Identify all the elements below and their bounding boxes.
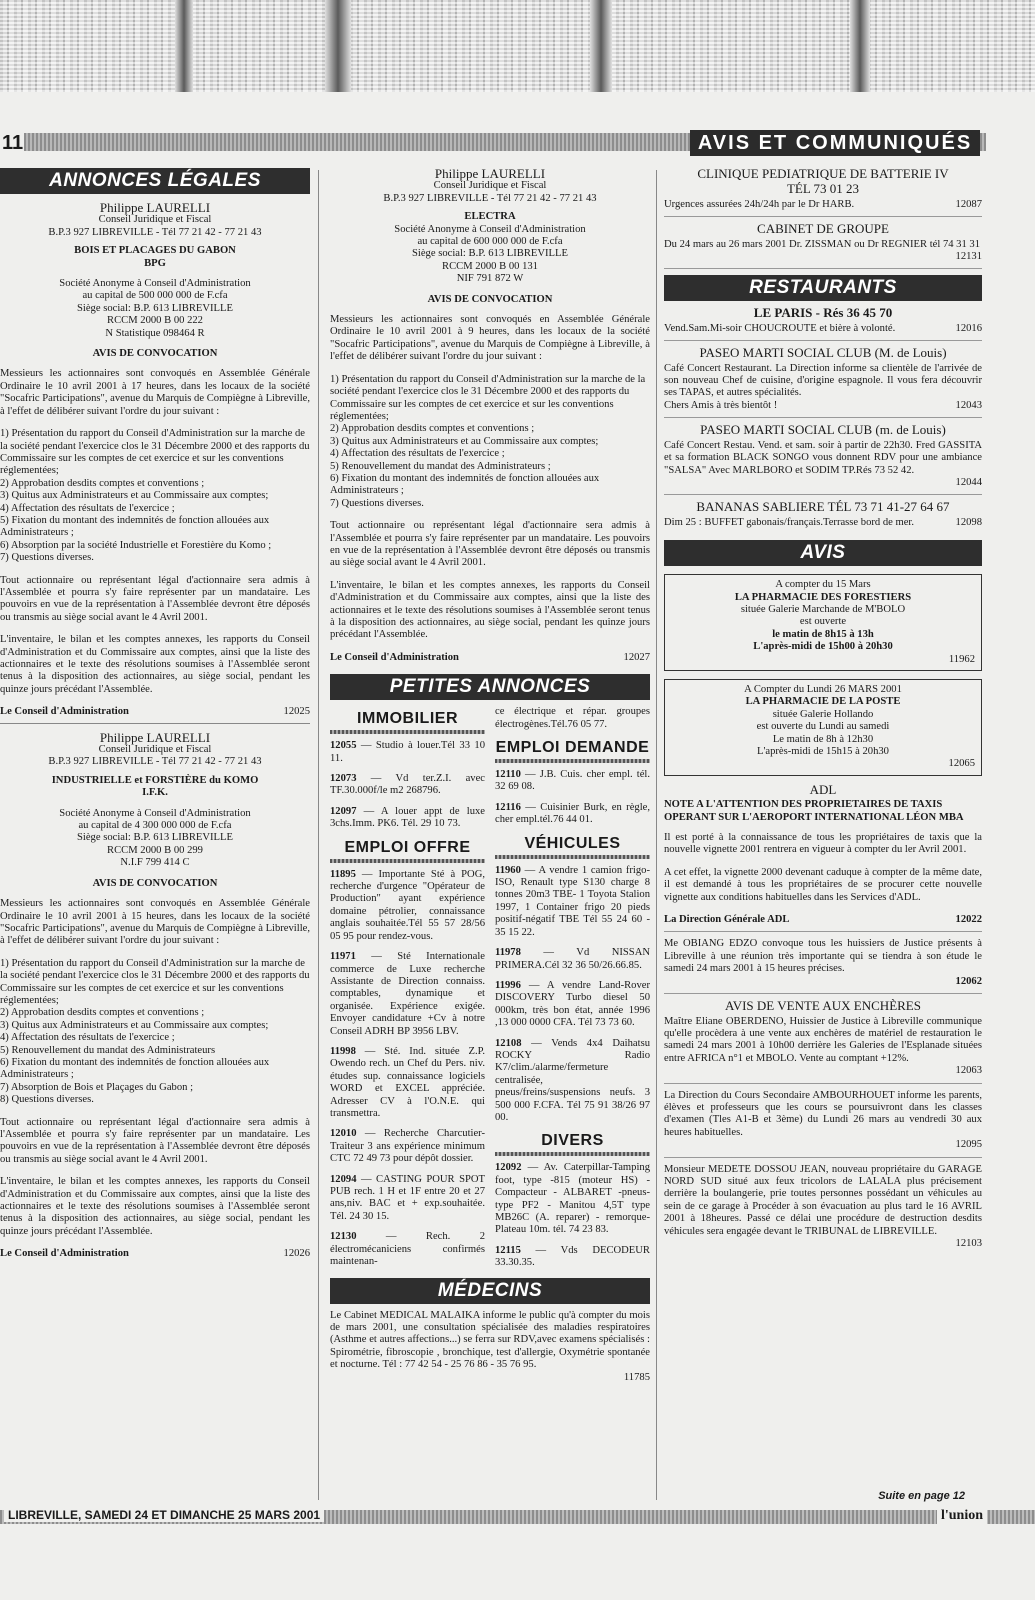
box-line: Le matin de 8h à 12h30 <box>772 733 874 745</box>
ad-text: — Vd ter.Z.I. avec TF.30.000f/le m2 268796. <box>330 773 485 797</box>
encheres-notice <box>664 1000 982 1083</box>
cours-notice <box>664 1090 982 1158</box>
notice-intro: Messieurs les actionnaires sont convoqués en Assemblée Générale Ordinaire le 10 avril 2001 à 17 heures, dans les locaux de la société "Socafric Participations", avenue du Marquis de Compiègne à Libreville, à l'effet de délibérer suivant l'ordre du jour suivant : <box>0 368 310 417</box>
ad-text: — Av. Caterpillar-Tamping foot, type -815 (moteur HS) - Compacteur - ALBARET -pneus-type PF2 - Manitou 4,5T type MB26C (A. reparer) - remorque-Plateau 10m. tél. 74 23 83. <box>495 1162 650 1236</box>
adl-heading: NOTE A L'ATTENTION DES PROPRIETAIRES DE TAXIS OPERANT SUR L'AEROPORT INTERNATIONAL LÉON MBA <box>664 799 964 823</box>
agenda-item: 7) Absorption de Bois et Plaçages du Gabon ; <box>0 1081 194 1093</box>
ad-number: 11895 <box>330 868 356 880</box>
entry-title: CABINET DE GROUPE <box>757 221 889 237</box>
category-emploi-offre: EMPLOI OFFRE <box>344 838 471 856</box>
obiang-notice <box>664 938 982 994</box>
notice-line: Société Anonyme à Conseil d'Administration <box>59 278 251 290</box>
page-number: 11 <box>2 132 24 154</box>
category-immobilier: IMMOBILIER <box>357 710 458 728</box>
notice-line: Conseil Juridique et Fiscal <box>98 214 212 226</box>
cabinet-entry <box>664 223 982 269</box>
ad-continuation: ce électrique et répar. groupes électrogènes.Tél.76 05 77. <box>495 706 650 730</box>
classified-ad <box>330 1231 485 1268</box>
entry-text: Dim 25 : BUFFET gabonais/français.Terrasse bord de mer. <box>664 516 915 528</box>
agenda-list <box>330 374 650 510</box>
classified-ad <box>495 802 650 827</box>
entry-title: BANANAS SABLIERE TÉL 73 71 41-27 64 67 <box>696 499 950 515</box>
signature-text: Le Conseil d'Administration <box>0 706 129 718</box>
classified-ad <box>495 947 650 972</box>
legal-notice-electra <box>330 168 650 668</box>
classified-ad <box>495 1038 650 1125</box>
signature-text: Le Conseil d'Administration <box>330 651 459 663</box>
notice-author: Philippe LAURELLI <box>434 166 546 181</box>
entry-id: 12043 <box>955 399 982 411</box>
agenda-item: 3) Quitus aux Administrateurs et au Commissaire aux comptes; <box>0 1019 269 1031</box>
notice-id: 12027 <box>623 651 650 663</box>
category-rule <box>495 1152 650 1156</box>
agenda-item: 6) Fixation du montant des indemnités de fonction allouées aux Administrateurs ; <box>330 472 600 497</box>
clinique-entry <box>664 168 982 217</box>
ad-number: 12010 <box>330 1128 357 1140</box>
column-rule <box>318 170 319 1500</box>
notice-line: au capital de 4 300 000 000 de F.cfa <box>78 820 232 832</box>
column-rule <box>656 170 657 1500</box>
entry-text: Urgences assurées 24h/24h par le Dr HARB. <box>664 198 855 210</box>
agenda-item: 6) Fixation du montant des indemnités de fonction allouées aux Administrateurs ; <box>0 1056 270 1081</box>
ad-number: 12092 <box>495 1162 522 1174</box>
agenda-item: 1) Présentation du rapport du Conseil d'Administration sur la marche de la société pendant l'exercice clos le 31 Décembre 2000 et des rapports du Commissaire sur les comptes de cet exercice et sur les conventions réglementées; <box>330 373 646 422</box>
footer-logo: l'union <box>937 1508 987 1524</box>
agenda-item: 1) Présentation du rapport du Conseil d'Administration sur la marche de la société pendant l'exercice clos le 31 Décembre 2000 et des rapports du Commissaire sur les comptes de cet exercice et sur les conventions réglementées; <box>0 428 310 477</box>
legal-notice-ifk <box>0 729 310 1265</box>
classifieds <box>330 706 650 1277</box>
classified-ad <box>495 1245 650 1270</box>
petites-annonces-header: PETITES ANNONCES <box>330 674 650 700</box>
box-line: située Galerie Marchande de M'BOLO <box>740 603 906 615</box>
company-name: BOIS ET PLACAGES DU GABON <box>74 245 236 257</box>
pharmacie-poste-box <box>664 679 982 776</box>
box-line: est ouverte du Lundi au samedi <box>756 721 890 733</box>
divers-list <box>495 1162 650 1269</box>
notice-title: AVIS DE CONVOCATION <box>427 293 553 305</box>
entry-text: Me OBIANG EDZO convoque tous les huissiers de Justice présents à Libreville à une réunion très importante qui se tiendra à son étude le samedi 24 mars 2001 à 15 heures précises. <box>664 938 982 975</box>
column-annonces-legales <box>0 168 310 1271</box>
restaurant-paseo-marti-1 <box>664 347 982 418</box>
ad-number: 12097 <box>330 805 357 817</box>
ad-text: — Vends 4x4 Daihatsu ROCKY Radio K7/clim./alarme/fermeture centralisée, pneus/freins/suspensions neufs. 3 500 000 F.CFA. Tél 75 91 38/26 97 00. <box>495 1037 650 1123</box>
ad-number: 12073 <box>330 773 357 785</box>
notice-paragraph: Tout actionnaire ou représentant légal d'actionnaire sera admis à l'Assemblée et pourra s'y faire représenter par un mandataire. Les pouvoirs en vue de la représentation à l'Assemblée devront être déposés ou transmis au siège social avant le 4 Avril 2001. <box>330 520 650 569</box>
ad-text: — CASTING POUR SPOT PUB rech. 1 H et 1F entre 20 et 27 ans,niv. BAC et + exp.souhaitée. Tél. 24 30 15. <box>330 1173 485 1222</box>
medecins-text: Le Cabinet MEDICAL MALAIKA informe le public qu'à compter du mois de mars 2001, une consultation spécialisée des maladies respiratoires (Asthme et autres affections...) se ferra sur RDV,avec examens spécialisés : Spirométrie, fibroscopie , bronchique, test d'allergie, Oxymétrie spontanée et nocturne. Tél : 77 42 54 - 25 76 86 - 35 76 95. <box>330 1309 650 1371</box>
notice-line: B.P.3 927 LIBREVILLE - Tél 77 21 42 - 77 21 43 <box>383 192 597 204</box>
box-line: LA PHARMACIE DES FORESTIERS <box>734 591 912 603</box>
notice-paragraph: L'inventaire, le bilan et les comptes annexes, les rapports du Conseil d'Administration et du Commissaire aux comptes, ainsi que la liste des actionnaires et le texte des résolutions soumises à l'Assemblée seront tenus à la disposition des actionnaires, au siège social, pendant les quinze jours précédant l'Assemblée. <box>0 634 310 695</box>
agenda-item: 5) Fixation du montant des indemnités de fonction allouées aux Administrateurs ; <box>0 514 270 539</box>
classified-ad <box>330 1174 485 1224</box>
legal-notice-bpg <box>0 202 310 724</box>
entry-title: ADL <box>809 781 837 797</box>
ad-number: 12108 <box>495 1037 522 1049</box>
company-name: ELECTRA <box>464 211 516 223</box>
ad-text: — Recherche Charcutier-Traiteur 3 ans expérience minimum CTC 72 49 73 pour dépôt dossier. <box>330 1128 485 1165</box>
notice-title: AVIS DE CONVOCATION <box>92 877 218 889</box>
agenda-item: 4) Affectation des résultats de l'exercice ; <box>330 448 505 460</box>
box-line: le matin de 8h15 à 13h <box>772 628 874 640</box>
entry-title: AVIS DE VENTE AUX ENCHÈRES <box>725 998 921 1014</box>
ad-number: 11998 <box>330 1045 356 1057</box>
notice-intro: Messieurs les actionnaires sont convoqués en Assemblée Générale Ordinaire le 10 avril 2001 à 15 heures, dans les locaux de la société "Socafric Participations", avenue du Marquis de Compiègne à Libreville, à l'effet de délibérer suivant l'ordre du jour suivant : <box>0 898 310 947</box>
entry-title: CLINIQUE PEDIATRIQUE DE BATTERIE IV <box>697 166 949 181</box>
notice-signature <box>330 652 650 668</box>
category-rule <box>495 759 650 763</box>
ad-text: — A vendre 1 camion frigo-ISO, Renault type S130 charge 8 tonnes 20m3 TBE- 1 Toyota Stalion 1997, 1 Container frigo 20 pieds positif-négatif TBE Tél 55 24 60 - 35 15 22. <box>495 864 650 938</box>
notice-paragraph: Tout actionnaire ou représentant légal d'actionnaire sera admis à l'Assemblée et pourra s'y faire représenter par un mandataire. Les pouvoirs en vue de la représentation à l'Assemblée devront être déposés ou transmis au siège social avant le 4 Avril 2001. <box>0 574 310 623</box>
signature-text: Le Conseil d'Administration <box>0 1248 129 1260</box>
notice-author: Philippe LAURELLI <box>99 200 211 215</box>
category-vehicules: VÉHICULES <box>524 834 621 852</box>
entry-title: PASEO MARTI SOCIAL CLUB (M. de Louis) <box>699 345 947 361</box>
classified-ad <box>495 980 650 1030</box>
ad-text: — Vd NISSAN PRIMERA.Cél 32 36 50/26.66.85. <box>495 947 650 971</box>
avis-header: AVIS <box>664 540 982 566</box>
classified-ad <box>330 740 485 765</box>
notice-line: au capital de 600 000 000 de F.cfa <box>417 236 563 248</box>
ad-number: 11960 <box>495 864 521 876</box>
classified-ad <box>330 951 485 1038</box>
entry-id: 12131 <box>955 251 982 263</box>
agenda-item: 4) Affectation des résultats de l'exercice ; <box>0 1032 175 1044</box>
ad-number: 11996 <box>495 979 521 991</box>
notice-line: Siège social: B.P. 613 LIBREVILLE <box>412 248 568 260</box>
classified-ad <box>495 865 650 939</box>
category-divers: DIVERS <box>541 1132 604 1150</box>
pharmacie-forestiers-box <box>664 574 982 671</box>
notice-line: Société Anonyme à Conseil d'Administration <box>59 807 251 819</box>
footer-dateline: LIBREVILLE, SAMEDI 24 ET DIMANCHE 25 MARS 2001 <box>4 1508 324 1522</box>
entry-text: Monsieur MEDETE DOSSOU JEAN, nouveau propriétaire du GARAGE NORD SUD situé aux feux tricolors de LALALA plus précisement derrière la boulangerie, prie toutes personnes possédant un véhicules au sein de ce garage à Procéder à son évacuation au plus tard le 16 AVRIL 2001 à 18heures. Passé ce délai une procédure de destruction desdits véhicules sera engagée devant le TRIBUNAL de LIBREVILLE. <box>664 1163 982 1237</box>
scan-shadow <box>850 0 870 92</box>
agenda-item: 2) Approbation desdits comptes et conventions ; <box>330 423 535 435</box>
notice-line: Siège social: B.P. 613 LIBREVILLE <box>77 832 233 844</box>
entry-text: Café Concert Restaurant. La Direction informe sa clientèle de l'arrivée de son nouveau Chef de cuisine, d'origine espagnole. Il vous fera découvrir ses TAPAS, et autres spécialités. <box>664 362 982 399</box>
restaurants-header: RESTAURANTS <box>664 275 982 301</box>
adl-paragraph: A cet effet, la vignette 2000 devenant caduque à compter de la même date, il est demandé à tous les propriétaires de se procurer cette nouvelle vignette aux conditions habituelles dans les Services d'ADL. <box>664 866 982 903</box>
ad-text: — Rech. 2 électromécaniciens confirmés maintenan- <box>330 1231 485 1268</box>
box-line: A compter du 15 Mars <box>775 579 871 591</box>
notice-intro: Messieurs les actionnaires sont convoqués en Assemblée Générale Ordinaire le 10 avril 2001 à 9 heures, dans les locaux de la société "Socafric Participations", avenue du Marquis de Compiègne à Libreville, à l'effet de délibérer suivant l'ordre du jour suivant : <box>330 314 650 363</box>
company-abbr: I.F.K. <box>142 787 168 799</box>
entry-id: 12016 <box>955 322 982 334</box>
notice-paragraph: Tout actionnaire ou représentant légal d'actionnaire sera admis à l'Assemblée et pourra s'y faire représenter par un mandataire. Les pouvoirs en vue de la représentation à l'Assemblée devront être déposés ou transmis au siège social avant le 4 Avril 2001. <box>0 1116 310 1165</box>
notice-title: AVIS DE CONVOCATION <box>92 348 218 360</box>
entry-id: 12022 <box>955 914 982 926</box>
classifieds-left <box>330 706 485 1277</box>
agenda-item: 7) Questions diverses. <box>0 552 94 564</box>
entry-text: La Direction du Cours Secondaire AMBOURHOUET informe les parents, élèves et professeurs que les cours se poursuivront dans les classes d'examen (Tles A1-B et 3ème) du Lundi 26 mars au vendredi 30 aux heures habituelles. <box>664 1089 982 1138</box>
agenda-item: 5) Renouvellement du mandat des Administrateurs ; <box>330 460 551 472</box>
notice-line: RCCM 2000 B 00 299 <box>107 844 203 856</box>
notice-signature <box>0 706 310 723</box>
medecins-header: MÉDECINS <box>330 1278 650 1304</box>
company-abbr: BPG <box>144 257 166 269</box>
vehicules-list <box>495 865 650 1125</box>
annonces-legales-header: ANNONCES LÉGALES <box>0 168 310 194</box>
notice-line: Société Anonyme à Conseil d'Administration <box>394 223 586 235</box>
agenda-item: 2) Approbation desdits comptes et conventions ; <box>0 477 205 489</box>
scan-shadow <box>175 0 193 92</box>
agenda-list <box>0 958 310 1107</box>
notice-author: Philippe LAURELLI <box>99 729 211 745</box>
notice-line: RCCM 2000 B 00 131 <box>442 260 538 272</box>
scan-shadow <box>325 0 351 92</box>
agenda-item: 3) Quitus aux Administrateurs et au Commissaire aux comptes; <box>330 435 599 447</box>
entry-subtitle: TÉL 73 01 23 <box>786 181 860 197</box>
scan-shadow <box>590 0 612 92</box>
adl-notice <box>664 781 982 933</box>
classified-ad <box>495 1162 650 1236</box>
entry-title: LE PARIS - Rés 36 45 70 <box>753 305 893 321</box>
entry-id: 12103 <box>955 1238 982 1249</box>
entry-text: Chers Amis à très bientôt ! <box>664 399 778 411</box>
adl-signature: La Direction Générale ADL <box>664 914 790 926</box>
notice-line: NIF 791 872 W <box>456 273 524 285</box>
notice-line: Siège social: B.P. 613 LIBREVILLE <box>77 302 233 314</box>
entry-id: 12095 <box>955 1139 982 1151</box>
entry-title: PASEO MARTI SOCIAL CLUB (m. de Louis) <box>700 422 946 438</box>
ad-number: 11971 <box>330 951 356 963</box>
entry-id: 12062 <box>955 975 982 987</box>
box-id: 11962 <box>948 653 975 665</box>
agenda-item: 5) Renouvellement du mandat des Administrateurs <box>0 1044 216 1056</box>
ad-number: 12115 <box>495 1244 521 1256</box>
category-rule <box>495 855 650 859</box>
ad-number: 12116 <box>495 801 521 813</box>
notice-line: au capital de 500 000 000 de F.cfa <box>82 290 228 302</box>
classifieds-right <box>495 706 650 1277</box>
box-line: L'après-midi de 15h00 à 20h30 <box>753 641 893 653</box>
notice-id: 12026 <box>283 1248 310 1260</box>
classified-ad <box>330 869 485 943</box>
ad-text: — A louer appt de luxe 3chs.Imm. PK6. Tél. 29 10 73. <box>330 805 485 830</box>
entry-id: 12063 <box>955 1065 982 1077</box>
notice-line: N Statistique 098464 R <box>105 327 205 339</box>
entry-text: Café Concert Restau. Vend. et sam. soir à partir de 22h30. Fred GASSITA et sa formation BLACK SONGO vous donnent RDV pour une ambiance "SALSA" Avec MARLBORO et SODIM TP.Rés 73 52 42. <box>664 439 982 476</box>
entry-text: Maître Eliane OBERDENO, Huissier de Justice à Libreville communique qu'elle procèdera à une vente aux enchères de matériel de restauration le samedi 24 mars 2001 à 10h00 derrière les Galeries de l'Esplanade situées entre AFRICA n°1 et MBOLO. Vente au comptant +12%. <box>664 1015 982 1064</box>
restaurant-le-paris <box>664 307 982 341</box>
ad-text: — A vendre Land-Rover DISCOVERY Turbo diesel 50 000km, très bon état, année 1996 ,13 000 0000 CFA. Tél 73 73 60. <box>495 979 650 1029</box>
entry-id: 12044 <box>955 476 982 488</box>
notice-signature <box>0 1248 310 1264</box>
classified-ad <box>330 773 485 798</box>
column-middle <box>330 168 650 1384</box>
agenda-item: 6) Absorption par la société Industrielle et Forestière du Komo ; <box>0 539 272 551</box>
notice-id: 12025 <box>283 706 310 718</box>
ad-text: — Vds DECODEUR 33.30.35. <box>495 1244 650 1269</box>
box-line: située Galerie Hollando <box>772 708 874 720</box>
agenda-item: 8) Questions diverses. <box>0 1094 94 1106</box>
continued-note: Suite en page 12 <box>878 1490 965 1502</box>
medecins-id: 11785 <box>623 1371 650 1383</box>
ad-number: 12110 <box>495 769 521 781</box>
ad-number: 12094 <box>330 1173 357 1185</box>
scan-noise-band <box>0 0 1035 92</box>
ad-text: — Cuisinier Burk, en règle, cher empl.tél.76 44 01. <box>495 801 650 826</box>
classified-ad <box>495 769 650 794</box>
section-title: AVIS ET COMMUNIQUÉS <box>690 130 980 156</box>
medete-notice <box>664 1164 982 1251</box>
entry-id: 12087 <box>955 198 982 210</box>
classified-ad <box>330 1046 485 1120</box>
restaurant-paseo-marti-2 <box>664 424 982 495</box>
notice-paragraph: L'inventaire, le bilan et les comptes annexes, les rapports du Conseil d'Administration et du Commissaire aux comptes, ainsi que la liste des actionnaires et le texte des résolutions soumises à l'Assemblée seront tenus à la disposition des actionnaires, au siège social, pendant les quinze jours précédant l'Assemblée. <box>0 1176 310 1237</box>
column-avis <box>664 168 982 1250</box>
agenda-item: 2) Approbation desdits comptes et conventions ; <box>0 1007 205 1019</box>
classified-ad <box>330 1128 485 1165</box>
category-rule <box>330 730 485 734</box>
ad-text: — Sté. Ind. située Z.P. Owendo rech. un Chef du Pers. niv. études sup. connaissance logiciels WORD et EXCEL appréciée. Adresser CV à l'O.N.E. qui transmettra. <box>330 1045 485 1119</box>
box-line: A Compter du Lundi 26 MARS 2001 <box>744 683 902 695</box>
agenda-item: 1) Présentation du rapport du Conseil d'Administration sur la marche de la société pendant l'exercice clos le 31 Décembre 2000 et des rapports du Commissaire sur les comptes de cet exercice et sur les conventions réglementées; <box>0 957 310 1006</box>
ad-number: 12130 <box>330 1231 357 1243</box>
notice-line: RCCM 2000 B 00 222 <box>107 315 203 327</box>
entry-text: Du 24 mars au 26 mars 2001 Dr. ZISSMAN ou Dr REGNIER tél 74 31 31 <box>664 238 981 250</box>
ad-text: — Sté Internationale commerce de Luxe recherche Assistante de Direction connaiss. comptables, dynamique et organisée. Expérience exigée. Envoyer candidature +Cv à notre Conseil ADRH BP 3956 LBV. <box>330 951 485 1037</box>
notice-line: B.P.3 927 LIBREVILLE - Tél 77 21 42 - 77 21 43 <box>48 756 262 768</box>
entry-text: Vend.Sam.Mi-soir CHOUCROUTE et bière à volonté. <box>664 322 896 334</box>
category-rule <box>330 859 485 863</box>
notice-line: Conseil Juridique et Fiscal <box>433 180 547 192</box>
agenda-item: 3) Quitus aux Administrateurs et au Commissaire aux comptes; <box>0 490 269 502</box>
entry-id: 12098 <box>955 516 982 528</box>
notice-line: B.P.3 927 LIBREVILLE - Tél 77 21 42 - 77 21 43 <box>48 226 262 238</box>
medecins-ad <box>330 1310 650 1384</box>
ad-number: 12055 <box>330 740 357 752</box>
box-line: L'après-midi de 15h15 à 20h30 <box>757 746 889 757</box>
agenda-list <box>0 428 310 564</box>
classified-ad <box>330 806 485 831</box>
company-name: INDUSTRIELLE et FORSTIÈRE du KOMO <box>51 774 259 786</box>
notice-line: N.I.F 799 414 C <box>120 857 190 869</box>
ad-number: 11978 <box>495 947 521 959</box>
adl-paragraph: Il est porté à la connaissance de tous les propriétaires de taxis que la nouvelle vignette 2001 rentrera en vigueur à compter du ler Avril 2001. <box>664 832 982 856</box>
agenda-item: 4) Affectation des résultats de l'exercice ; <box>0 502 175 514</box>
agenda-item: 7) Questions diverses. <box>330 497 424 509</box>
ad-text: — Studio à louer.Tél 33 10 11. <box>330 740 485 764</box>
immobilier-list <box>330 740 485 830</box>
restaurant-bananas <box>664 501 982 534</box>
box-id: 12065 <box>948 758 975 770</box>
box-line: est ouverte <box>799 616 847 628</box>
ad-text: — Importante Sté à POG, recherche d'urgence "Opérateur de Production" ayant expérience domaine pétrolier, connaissance anglais souhaitée.Tél 55 57 28/56 05 95 pour rendez-vous. <box>330 868 485 942</box>
box-line: LA PHARMACIE DE LA POSTE <box>745 696 901 708</box>
emploi-offre-list <box>330 869 485 1269</box>
notice-line: Conseil Juridique et Fiscal <box>98 744 212 756</box>
emploi-demande-list <box>495 769 650 827</box>
notice-paragraph: L'inventaire, le bilan et les comptes annexes, les rapports du Conseil d'Administration et du Commissaire aux comptes, ainsi que la liste des actionnaires et le texte des résolutions soumises à l'Assemblée seront tenus à la disposition des actionnaires, au siège social, pendant les quinze jours précédant l'Assemblée. <box>330 579 650 641</box>
ad-text: — J.B. Cuis. cher empl. tél. 32 69 08. <box>495 769 650 793</box>
category-emploi-demande: EMPLOI DEMANDE <box>495 739 650 757</box>
